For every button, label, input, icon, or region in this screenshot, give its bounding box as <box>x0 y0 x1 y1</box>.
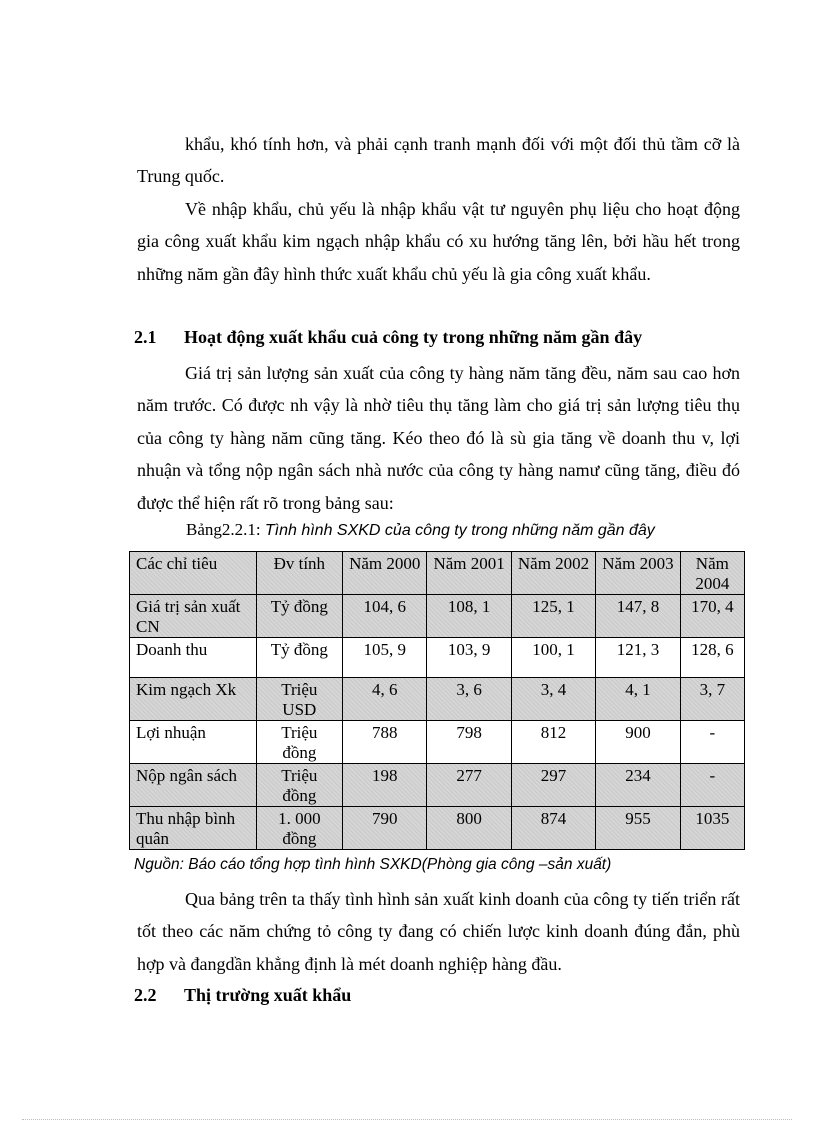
table-cell: 812 <box>511 721 595 764</box>
table-cell: Tỷ đồng <box>256 638 342 678</box>
page-bottom-divider <box>22 1119 792 1120</box>
table-cell: 147, 8 <box>596 595 680 638</box>
paragraph-conclusion: Qua bảng trên ta thấy tình hình sản xuất kinh doanh của công ty tiến triển rất tốt theo các năm chứng tỏ công ty đang có chiến lược kinh doanh đúng đắn, phù hợp và đangdần khẳng định là mét doanh nghiệp hàng đầu. <box>137 889 740 974</box>
table-header-cell: Năm 2003 <box>596 552 680 595</box>
table-row-label: Lợi nhuận <box>130 721 257 764</box>
table-caption <box>186 520 655 540</box>
paragraph-continuation: khẩu, khó tính hơn, và phải cạnh tranh mạnh đối với một đối thủ tầm cỡ là Trung quốc. <box>137 134 740 187</box>
table-row <box>130 595 745 638</box>
section-heading-2-1 <box>134 327 642 348</box>
paragraph-import: Về nhập khẩu, chủ yếu là nhập khẩu vật tư nguyên phụ liệu cho hoạt động gia công xuất khẩu kim ngạch nhập khẩu có xu hướng tăng lên, bởi hầu hết trong những năm gần đây hình thức xuất khẩu chủ yếu là gia công xuất khẩu. <box>137 199 740 284</box>
section-title: Thị trường xuất khẩu <box>184 985 352 1005</box>
section-number: 2.1 <box>134 327 157 347</box>
table-cell: 104, 6 <box>343 595 427 638</box>
table-cell: 4, 1 <box>596 678 680 721</box>
table-cell: Triệu đồng <box>256 721 342 764</box>
table-cell: 3, 4 <box>511 678 595 721</box>
table-cell: 788 <box>343 721 427 764</box>
business-results-table <box>129 551 745 850</box>
table-cell: 3, 6 <box>427 678 511 721</box>
table-cell: 277 <box>427 764 511 807</box>
section-title: Hoạt động xuất khẩu cuả công ty trong những năm gần đây <box>184 327 643 347</box>
table-cell: 297 <box>511 764 595 807</box>
table-cell: 3, 7 <box>680 678 744 721</box>
table-cell: 105, 9 <box>343 638 427 678</box>
table-cell: - <box>680 764 744 807</box>
table-cell: Triệu đồng <box>256 764 342 807</box>
table-cell: 874 <box>511 807 595 850</box>
table-row-label: Giá trị sản xuất CN <box>130 595 257 638</box>
table-row <box>130 721 745 764</box>
table-cell: 100, 1 <box>511 638 595 678</box>
table-cell: 790 <box>343 807 427 850</box>
table-row <box>130 764 745 807</box>
table-cell: 125, 1 <box>511 595 595 638</box>
table-cell: - <box>680 721 744 764</box>
table-cell: 900 <box>596 721 680 764</box>
table-row <box>130 678 745 721</box>
table-source-note: Nguồn: Báo cáo tổng hợp tình hình SXKD(Phòng gia công –sản xuất) <box>134 856 612 873</box>
table-header-cell: Các chỉ tiêu <box>130 552 257 595</box>
table-cell: Tỷ đồng <box>256 595 342 638</box>
table-cell: 798 <box>427 721 511 764</box>
section-heading-2-2 <box>134 985 351 1006</box>
table-cell: 800 <box>427 807 511 850</box>
table-cell: 128, 6 <box>680 638 744 678</box>
table-row <box>130 807 745 850</box>
table-header-cell: Năm 2000 <box>343 552 427 595</box>
table-row <box>130 638 745 678</box>
table-cell: 1035 <box>680 807 744 850</box>
table-header-row <box>130 552 745 595</box>
table-cell: 4, 6 <box>343 678 427 721</box>
paragraph-production-value: Giá trị sản lượng sản xuất của công ty hàng năm tăng đều, năm sau cao hơn năm trước. Có được nh vậy là nhờ tiêu thụ tăng làm cho giá trị sản lượng tiêu thụ của công ty hàng năm cũng tăng. Kéo theo đó là sù gia tăng về doanh thu v, lợi nhuận và tổng nộp ngân sách nhà nước của công ty hàng namư cũng tăng, điều đó được thể hiện rất rõ trong bảng sau: <box>137 363 740 513</box>
table-header-cell: Năm 2002 <box>511 552 595 595</box>
section-number: 2.2 <box>134 985 157 1005</box>
table-cell: 121, 3 <box>596 638 680 678</box>
table-row-label: Kim ngạch Xk <box>130 678 257 721</box>
table-caption-title: Tình hình SXKD của công ty trong những năm gần đây <box>264 522 655 539</box>
table-cell: 955 <box>596 807 680 850</box>
table-cell: 1. 000 đồng <box>256 807 342 850</box>
table-caption-label: Bảng2.2.1: <box>186 520 261 539</box>
table-header-cell: Năm 2004 <box>680 552 744 595</box>
table-header-cell: Đv tính <box>256 552 342 595</box>
table-row-label: Doanh thu <box>130 638 257 678</box>
table-row-label: Thu nhập bình quân <box>130 807 257 850</box>
table-cell: Triệu USD <box>256 678 342 721</box>
table-header-cell: Năm 2001 <box>427 552 511 595</box>
table-cell: 234 <box>596 764 680 807</box>
table-row-label: Nộp ngân sách <box>130 764 257 807</box>
table-cell: 170, 4 <box>680 595 744 638</box>
table-cell: 108, 1 <box>427 595 511 638</box>
table-cell: 198 <box>343 764 427 807</box>
table-cell: 103, 9 <box>427 638 511 678</box>
